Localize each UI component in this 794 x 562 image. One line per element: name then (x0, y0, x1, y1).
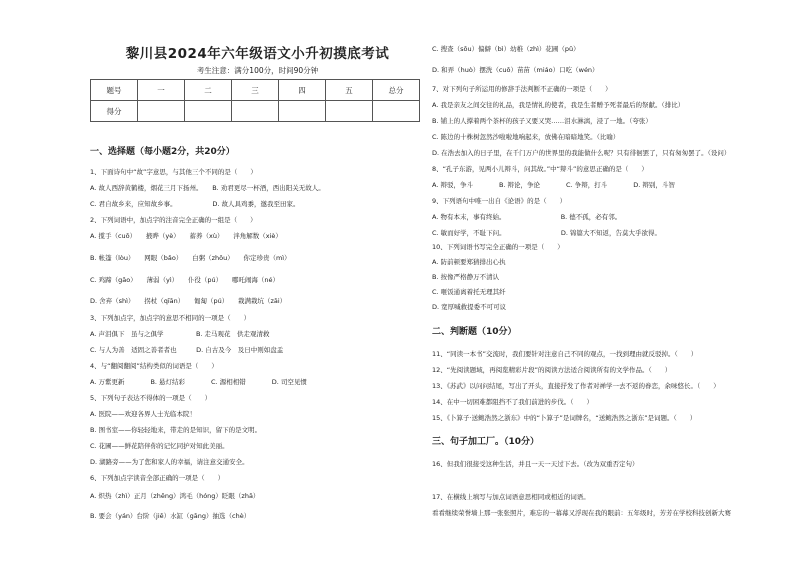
question-line: A. 我是亲友之间交往的礼品，我是情礼的使者，我是生者赠予死者最后的祭献。（排比） (432, 101, 685, 109)
question-line: A. 声泪俱下 虽与之俱学 B. 走马观花 供走观清救 (90, 330, 270, 338)
question-line: C. 敏而好学，不耻下问。 D. 锦篇大不知返，告莫大乎欲得。 (432, 229, 662, 237)
question-line: A. 炽热（zhì）正月（zhēng）鸿毛（hóng）眨眼（zhā） (90, 492, 260, 500)
question-line: C. 鸡蹄（gāo） 薄弱（yì） 仆役（pú） 哪吒闹海（né） (90, 276, 280, 284)
question-line: 4、与“翻阅翻阅”结构类似的词语是（ ） (90, 362, 218, 370)
question-line: 看看继续荣誉墙上那一张张照片，难忘的一幕幕又浮现在我的眼前：五年级时，芳芳在学校科技创新大赛 (432, 509, 731, 517)
question-line: A. 揽手（cuō） 掖晔（yè） 蓄养（xù） 泮角解数（xiè） (90, 232, 282, 240)
score-table (90, 79, 420, 122)
exam-title: 黎川县2024年六年级语文小升初摸底考试 (125, 46, 390, 62)
header-cell: 五 (326, 80, 373, 101)
section-heading: 二、判断题（10分） (432, 327, 517, 337)
question-line: B. 按像严格静万不清认 (432, 273, 500, 281)
question-line: 2、下列词语中，加点字的注音完全正确的一组是（ ） (90, 216, 257, 224)
row-label-cell: 得分 (91, 101, 138, 122)
question-line: D. 舍弃（shì） 拐杖（qīān） 匍匐（pú） 栽满栽坑（zāi） (90, 297, 287, 305)
question-line: 6、下列加点字读音全部正确的一项是（ ） (90, 474, 225, 482)
question-line: 15、《卜算子·送鲍浩然之浙东》中的“卜算子”是词牌名，“送鲍浩然之浙东”是词题。（ ） (432, 414, 697, 422)
section-heading: 一、选择题（每小题2分，共20分） (90, 147, 235, 157)
question-line: A. 医院——欢迎各界人士光临本院！ (90, 410, 196, 418)
section-heading: 三、句子加工厂。（10分） (432, 437, 540, 447)
score-cell[interactable] (138, 101, 185, 122)
score-cell[interactable] (326, 101, 373, 122)
score-table-score-row (91, 101, 420, 122)
question-line: A. 万紫更新 B. 悬灯结彩 C. 源相相错 D. 司空见惯 (90, 378, 307, 386)
question-line: B. 图书室——你轻轻地来，带走的是知识，留下的是文明。 (90, 426, 262, 434)
header-cell: 一 (138, 80, 185, 101)
question-line: 5、下列句子表达不得体的一项是（ ） (90, 394, 212, 402)
question-line: 13、《苏武》以问问结尾，写出了开头，直接抒发了作者对禅学一去不返的眷恋，余味悠长。（ ） (432, 382, 720, 390)
header-cell: 二 (185, 80, 232, 101)
question-line: 16、但我们很接受这种生活，并且一天一天过下去。（改为双重否定句） (432, 460, 639, 468)
question-line: A. 故人西辞黄鹤楼，烟花三月下扬州。 B. 劝君更尽一杯酒，西出阳关无故人。 (90, 184, 325, 192)
header-cell: 总分 (373, 80, 420, 101)
question-line: D. 宽厚喊救提委不可可议 (432, 303, 507, 311)
exam-note: 考生注意：满分100分，时间90分钟 (196, 66, 319, 75)
question-line: D. 湖路旁——为了您和家人的幸福，请注意交通安全。 (90, 458, 249, 466)
header-cell: 三 (232, 80, 279, 101)
question-line: B. 帐篷（lòu） 网眼（bǎo） 白粥（zhōu） 你定珍贵（mì） (90, 254, 291, 262)
question-line: A. 防前顿要郑猜排出心执 (432, 258, 506, 266)
score-cell[interactable] (232, 101, 279, 122)
question-line: A. 物有本末，事有终始。 B. 德不孤，必有邻。 (432, 213, 622, 221)
question-line: 17、在横线上填写与加点词语意思相同或相近的词语。 (432, 493, 590, 501)
question-line: B. 要会（yán）台阶（jiē）水缸（gāng）抽选（chè） (90, 512, 251, 520)
question-line: 1、下面诗句中“故”字意思，与其他三个不同的是（ ） (90, 168, 257, 176)
question-line: 12、“先阅读题域，再阅览精彩片段”的阅读方法适合阅读所有的文学作品。（ ） (432, 366, 672, 374)
question-line: 7、对下列句子所运用的修辞手法判断不正确的一项是（ ） (432, 85, 612, 93)
question-line: C. 与人为善 适固之善者者也 D. 自古及今 及日中则如盘盂 (90, 346, 284, 354)
question-line: 9、下列语句中唯一出自《论语》的是（ ） (432, 197, 567, 205)
question-line: C. 花圃——鲜花陪伴你的记忆同护对知此美丽。 (90, 442, 229, 450)
question-line: C. 搜查（sōu）偏僻（bì）幼稚（zhì）花圃（pǔ） (432, 45, 580, 53)
question-line: 3、下列加点字，加点字的意思不相同的一项是（ ） (90, 314, 251, 322)
question-line: C. 君自故乡来，应知故乡事。 D. 故人具鸡黍，邀我至田家。 (90, 200, 300, 208)
score-cell[interactable] (373, 101, 420, 122)
question-line: C. 陈边的十株树忽然沙啦啦地响起来，放佛在暗暗地笑。（比喻） (432, 133, 620, 141)
question-line: 11、“同读一本书”交流时，我们要针对注意自己不同的观点，一找到理由就反驳掉。（ ） (432, 350, 698, 358)
score-cell[interactable] (279, 101, 326, 122)
header-cell: 四 (279, 80, 326, 101)
header-cell: 题号 (91, 80, 138, 101)
question-line: D. 和弄（huò）摆洗（cuō）苗苗（miáo）口吃（wén） (432, 66, 599, 74)
question-line: D. 在浩去加入的日子里，在千门万户的世界里的我能做什么呢？只有徘徊罢了，只有匆匆罢了。（设问） (432, 149, 731, 157)
question-line: C. 咂饭通离着托无理其纤 (432, 288, 506, 296)
score-cell[interactable] (185, 101, 232, 122)
question-line: 10、下列词语书写完全正确的一项是（ ） (432, 243, 564, 251)
score-table-header-row (91, 80, 420, 101)
question-line: 14、在中一切困难都阻挡不了我们前进的步伐。（ ） (432, 398, 594, 406)
question-line: 8、“孔子东游，见两小儿辩斗，问其故。”中“辩斗”的意思正确的是（ ） (432, 165, 648, 173)
question-line: A. 辩驳，争斗 B. 辩论，争论 C. 争辩，打斗 D. 辩别，斗智 (432, 181, 675, 189)
question-line: B. 铺上的人撑着两个茶杯的孩子又要又哭……泪水淋漓，浸了一地。（夸张） (432, 117, 652, 125)
